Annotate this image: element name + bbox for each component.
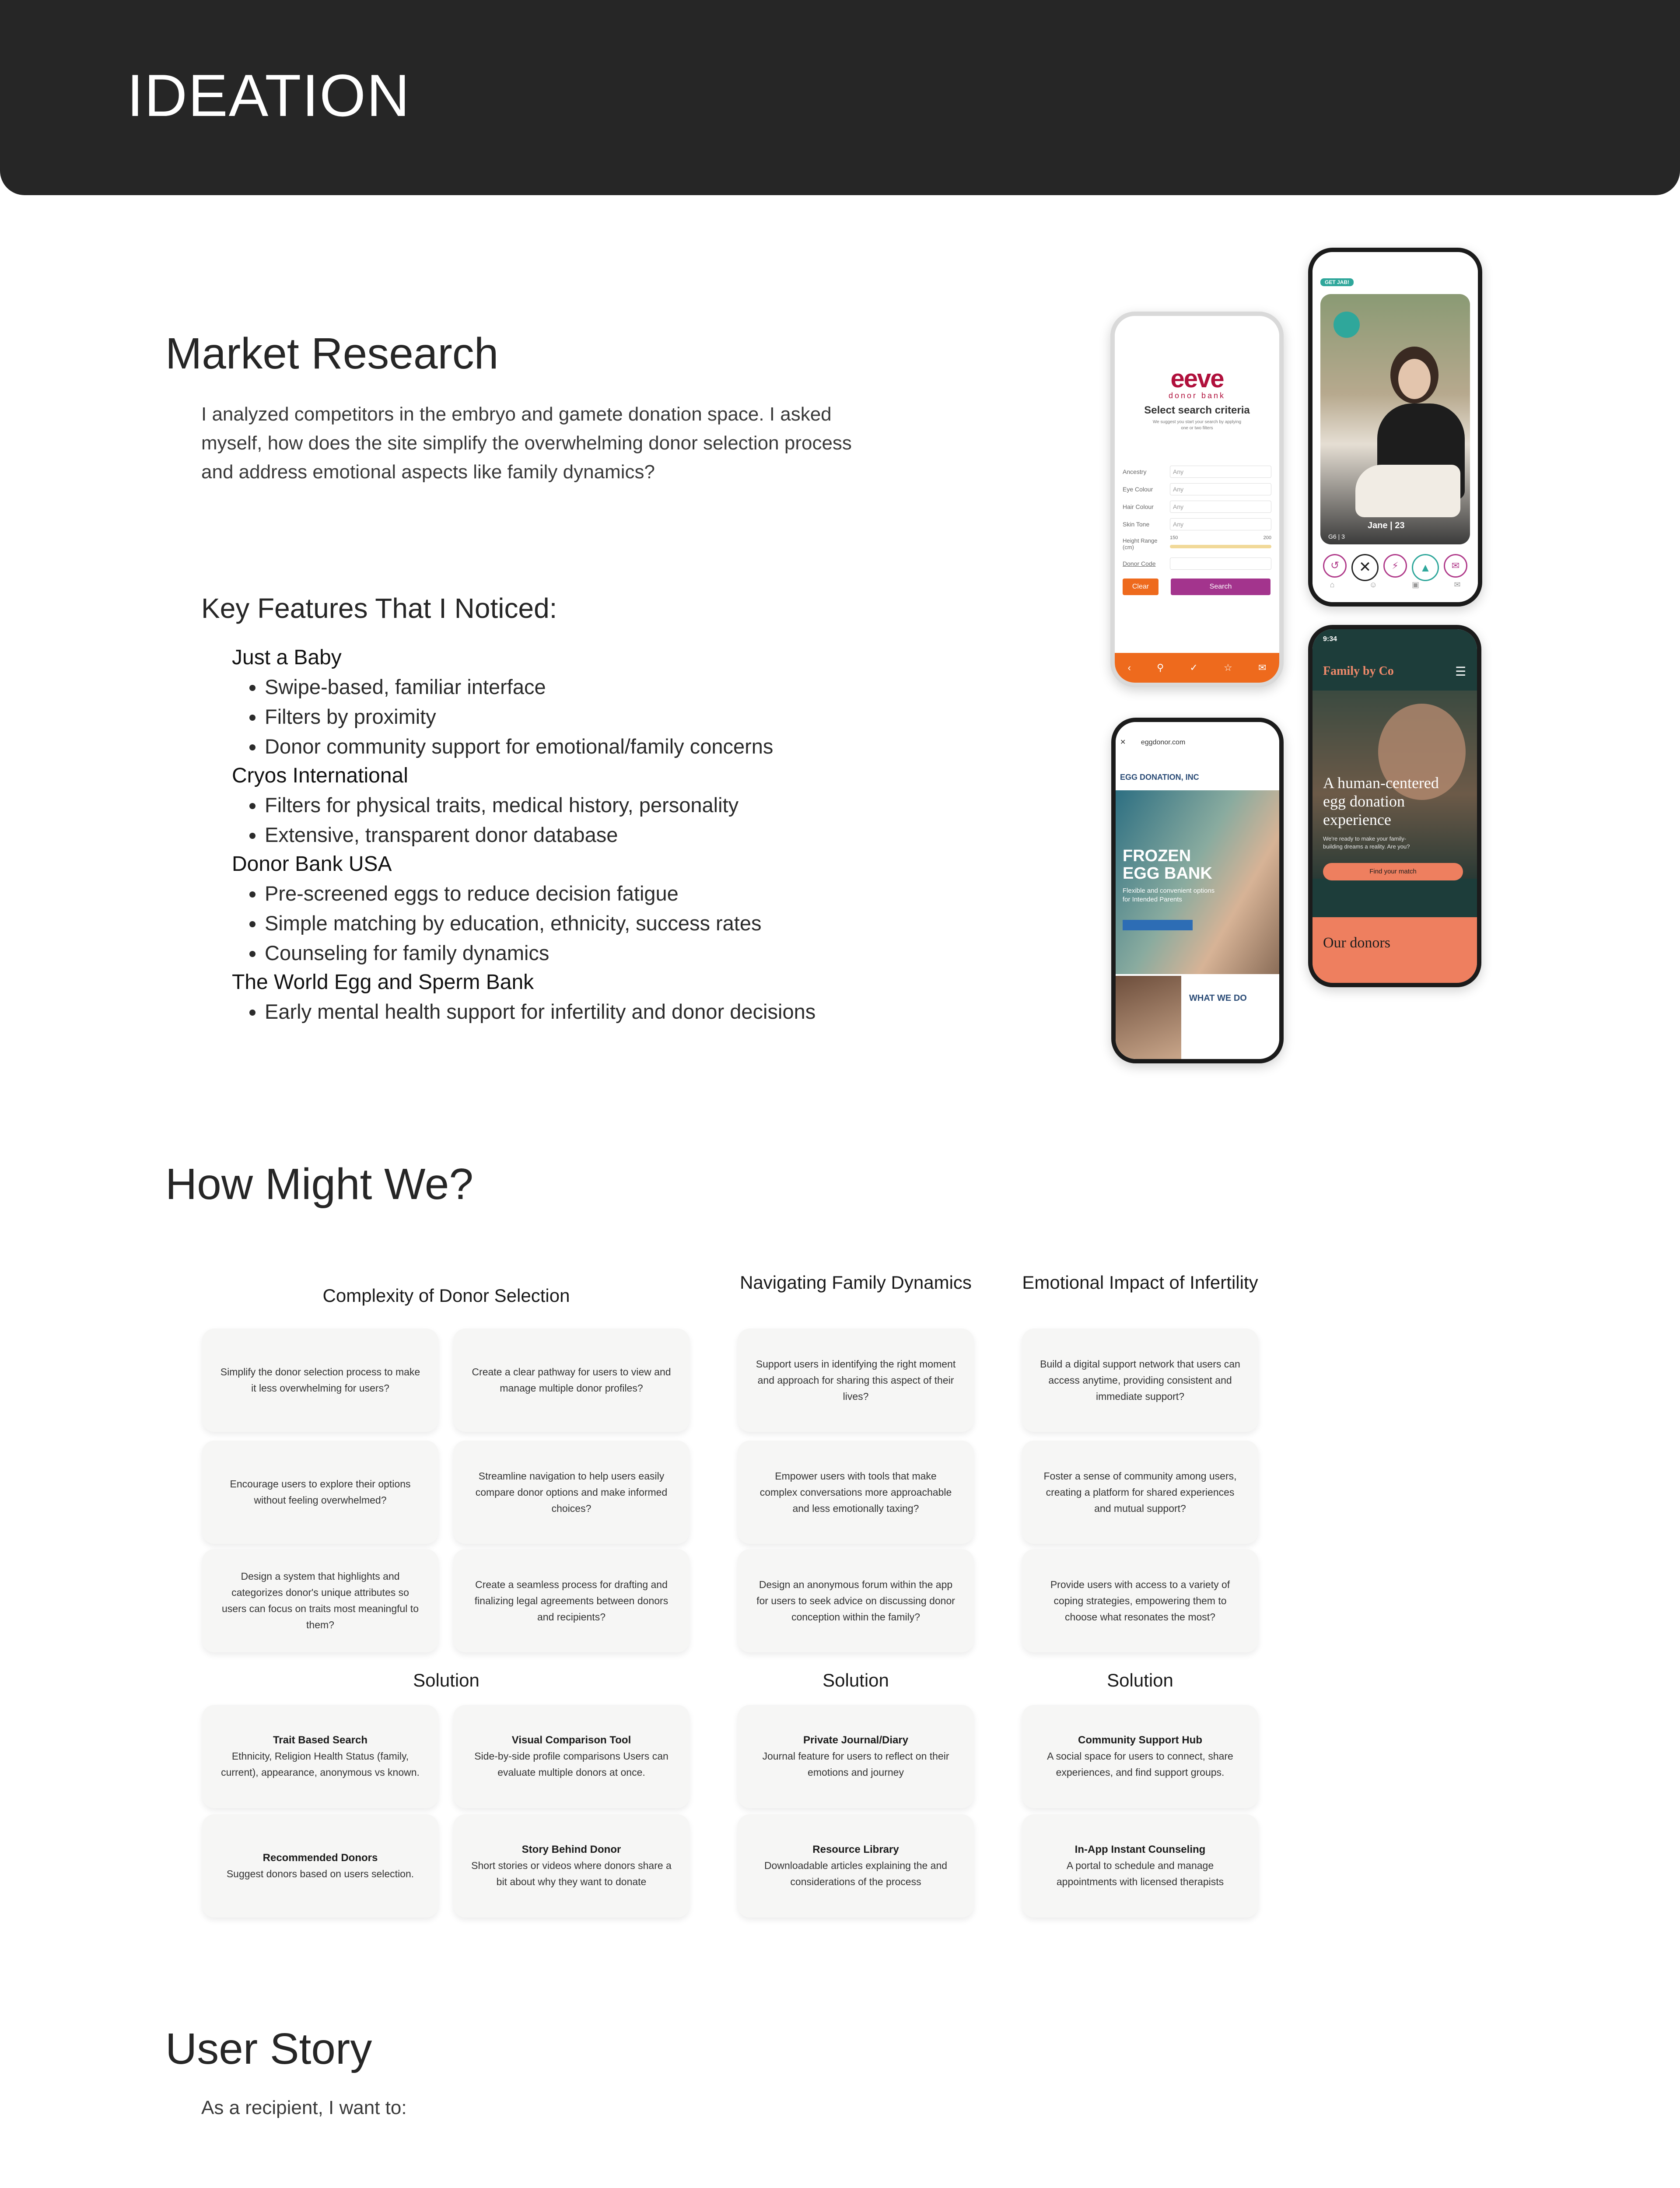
competitor-points: [232, 997, 932, 1027]
solution-desc: Journal feature for users to reflect on their emotions and journey: [762, 1750, 949, 1778]
solution-title: Trait Based Search: [273, 1734, 368, 1746]
user-story-intro: As a recipient, I want to:: [201, 2097, 407, 2118]
solution-desc: A portal to schedule and manage appointments with licensed therapists: [1056, 1860, 1224, 1887]
key-features-heading: Key Features That I Noticed:: [201, 593, 557, 624]
solution-title: Resource Library: [812, 1844, 899, 1855]
hero-subtitle: Flexible and convenient options for Intended Parents: [1123, 887, 1215, 903]
hmw-group-title: Complexity of Donor Selection: [322, 1285, 570, 1306]
donor-code-input[interactable]: [1170, 558, 1271, 570]
close-icon[interactable]: ✕: [1120, 739, 1126, 746]
range-track[interactable]: [1170, 545, 1271, 548]
solution-title: Private Journal/Diary: [803, 1734, 909, 1746]
solution-card: [453, 1705, 690, 1808]
donors-section: [1312, 917, 1477, 983]
filter-row[interactable]: Donor Code: [1123, 555, 1271, 572]
profile-card[interactable]: [1320, 294, 1470, 544]
hmw-question-card: Streamline navigation to help users easily compare donor options and make informed choices?: [453, 1441, 690, 1544]
screen: [1116, 722, 1279, 1059]
solution-title: Recommended Donors: [262, 1851, 378, 1864]
search-button[interactable]: Search: [1171, 579, 1270, 595]
competitor-name: Cryos International: [232, 764, 408, 787]
solution-title: Community Support Hub: [1078, 1734, 1202, 1746]
close-icon[interactable]: ✕: [1351, 554, 1379, 581]
cards-icon[interactable]: ▣: [1412, 580, 1420, 589]
solution-label: Solution: [822, 1670, 889, 1690]
list-item: • Donor community support for emotional/family concerns: [265, 732, 932, 761]
solution-card: [202, 1705, 438, 1808]
url-text: eggdonor.com: [1141, 739, 1186, 746]
list-item: • Swipe-based, familiar interface: [265, 672, 932, 702]
solution-desc: Short stories or videos where donors share a bit about why they want to donate: [471, 1860, 672, 1887]
competitor-name: Just a Baby: [232, 646, 342, 669]
list-item: • Extensive, transparent donor database: [265, 820, 932, 850]
phone-mockup-family-co: [1308, 625, 1481, 987]
swipe-actions: [1323, 554, 1467, 581]
hmw-question-card: Create a clear pathway for users to view and manage multiple donor profiles?: [453, 1329, 690, 1432]
hmw-question-card: Design an anonymous forum within the app for users to seek advice on discussing donor conception within the family?: [738, 1549, 974, 1652]
solution-title: Visual Comparison Tool: [511, 1734, 631, 1746]
market-research-title: Market Research: [165, 329, 499, 378]
list-item: • Early mental health support for infertility and donor decisions: [265, 997, 932, 1027]
phone-mockup-swipe: [1308, 248, 1482, 607]
eve-logo: eeve: [1170, 365, 1224, 393]
ideation-header: [0, 0, 1680, 195]
search-icon[interactable]: ⚲: [1157, 662, 1164, 673]
height-range-row[interactable]: Height Range (cm) 150 200: [1123, 533, 1271, 555]
eve-heading: Select search criteria: [1144, 404, 1250, 416]
find-match-button[interactable]: Find your match: [1323, 863, 1463, 880]
competitor-list: [232, 643, 932, 1027]
list-item: • Simple matching by education, ethnicity, success rates: [265, 908, 932, 938]
message-icon[interactable]: ✉: [1444, 554, 1467, 578]
hmw-question-card: Design a system that highlights and categorizes donor's unique attributes so users can focus on traits most meaningful to them?: [202, 1549, 438, 1652]
hmw-question-card: Support users in identifying the right moment and approach for sharing this aspect of their lives?: [738, 1329, 974, 1432]
list-item: • Counseling for family dynamics: [265, 938, 932, 968]
market-research-intro: I analyzed competitors in the embryo and gamete donation space. I asked myself, how does the site simplify the overwhelming donor selection process and address emotional aspects like family dynamics?: [201, 403, 852, 483]
hero-image: [1116, 790, 1279, 974]
competitor-name: Donor Bank USA: [232, 852, 392, 876]
browser-bar[interactable]: [1120, 738, 1275, 751]
solution-label: Solution: [1107, 1670, 1173, 1690]
check-icon[interactable]: ✓: [1190, 662, 1198, 673]
competitor-points: [232, 790, 932, 850]
photo-couple: [1116, 976, 1181, 1059]
solution-card: [453, 1814, 690, 1918]
portrait-face: [1398, 359, 1431, 399]
competitor-name: The World Egg and Sperm Bank: [232, 971, 534, 994]
page-title: IDEATION: [127, 62, 411, 129]
hero-title: FROZEN EGG BANK: [1123, 847, 1212, 883]
filter-row[interactable]: Ancestry Any: [1123, 463, 1271, 480]
bottom-nav: [1312, 580, 1478, 589]
profile-sub: G6 | 3: [1328, 533, 1345, 540]
profile-name: Jane | 23: [1368, 521, 1405, 530]
screen: [1312, 252, 1478, 602]
eve-logo-sub: donor bank: [1168, 391, 1226, 400]
star-icon[interactable]: ☆: [1224, 662, 1232, 673]
filter-row[interactable]: Skin Tone Any: [1123, 515, 1271, 533]
solution-desc: Ethnicity, Religion Health Status (family, current), appearance, anonymous vs known.: [221, 1750, 420, 1778]
hmw-question-card: Encourage users to explore their options without feeling overwhelmed?: [202, 1441, 438, 1544]
baby-icon[interactable]: ☺: [1369, 580, 1377, 589]
list-item: • Filters by proximity: [265, 702, 932, 732]
back-icon[interactable]: ‹: [1127, 662, 1131, 673]
hmw-question-card: Create a seamless process for drafting and finalizing legal agreements between donors and recipients?: [453, 1549, 690, 1652]
hmw-question-card: Simplify the donor selection process to make it less overwhelming for users?: [202, 1329, 438, 1432]
like-badge-icon: [1334, 312, 1360, 338]
user-story-title: User Story: [165, 2024, 372, 2073]
clear-button[interactable]: Clear: [1123, 579, 1158, 595]
screen: [1312, 629, 1477, 983]
hero-cta-button[interactable]: [1123, 920, 1193, 930]
list-item: • Filters for physical traits, medical history, personality: [265, 790, 932, 820]
portrait-legs: [1355, 465, 1460, 517]
hero-subtitle: We're ready to make your family-building dreams a reality. Are you?: [1323, 835, 1410, 850]
section-title: WHAT WE DO: [1189, 993, 1247, 1003]
menu-icon[interactable]: ☰: [1455, 665, 1466, 678]
thumbs-up-icon[interactable]: ▲: [1412, 554, 1439, 581]
hero-title: A human-centered egg donation experience: [1323, 774, 1439, 828]
solution-desc: A social space for users to connect, share experiences, and find support groups.: [1047, 1750, 1233, 1778]
hmw-question-card: Empower users with tools that make complex conversations more approachable and less emotionally taxing?: [738, 1441, 974, 1544]
hmw-title: How Might We?: [165, 1160, 473, 1209]
solution-card: [202, 1814, 438, 1918]
solution-desc: Downloadable articles explaining the and considerations of the process: [764, 1860, 948, 1887]
solution-card: [1022, 1705, 1258, 1808]
solution-desc: Side-by-side profile comparisons Users can evaluate multiple donors at once.: [474, 1750, 668, 1778]
status-time: 9:34: [1323, 635, 1337, 643]
solution-card: [1022, 1814, 1258, 1918]
competitor-points: [232, 672, 932, 761]
hmw-question-card: Provide users with access to a variety of coping strategies, empowering them to choose what resonates the most?: [1022, 1549, 1258, 1652]
range-slider[interactable]: 150 200: [1170, 535, 1271, 553]
solution-card: [738, 1814, 974, 1918]
solution-card: [738, 1705, 974, 1808]
solution-title: In-App Instant Counseling: [1074, 1844, 1206, 1855]
filter-row[interactable]: Eye Colour Any: [1123, 480, 1271, 498]
solution-label: Solution: [413, 1670, 480, 1690]
hero-photo: [1312, 691, 1477, 879]
eve-subtext: We suggest you start your search by applying one or two filters: [1152, 420, 1242, 431]
bottom-tab-bar: [1115, 653, 1279, 683]
hmw-group-title: Emotional Impact of Infertility: [1022, 1272, 1258, 1293]
eve-filter-list: [1123, 463, 1271, 572]
home-icon[interactable]: ⌂: [1330, 580, 1335, 589]
chat-icon[interactable]: ✉: [1454, 580, 1461, 589]
solution-desc: Suggest donors based on users selection.: [226, 1868, 414, 1879]
badge: GET JAB!: [1320, 278, 1354, 286]
solution-title: Story Behind Donor: [522, 1844, 621, 1855]
hmw-question-card: Foster a sense of community among users, creating a platform for shared experiences and mutual support?: [1022, 1441, 1258, 1544]
site-brand: EGG DONATION, INC: [1120, 773, 1199, 782]
hmw-group-title: Navigating Family Dynamics: [740, 1272, 972, 1293]
hmw-question-card: Build a digital support network that users can access anytime, providing consistent and immediate support?: [1022, 1329, 1258, 1432]
list-item: • Pre-screened eggs to reduce decision fatigue: [265, 879, 932, 908]
phone-mockup-egg-donor: [1111, 718, 1284, 1063]
flash-icon[interactable]: ⚡: [1383, 554, 1407, 578]
screen: [1115, 316, 1279, 683]
competitor-points: [232, 879, 932, 968]
brand-logo: Family by Co: [1323, 664, 1394, 678]
donors-heading: Our donors: [1323, 935, 1390, 951]
rewind-icon[interactable]: ↺: [1323, 554, 1347, 578]
filter-row[interactable]: Hair Colour Any: [1123, 498, 1271, 515]
phone-mockup-eve-donor-bank: [1110, 312, 1284, 687]
mail-icon[interactable]: ✉: [1258, 662, 1267, 673]
